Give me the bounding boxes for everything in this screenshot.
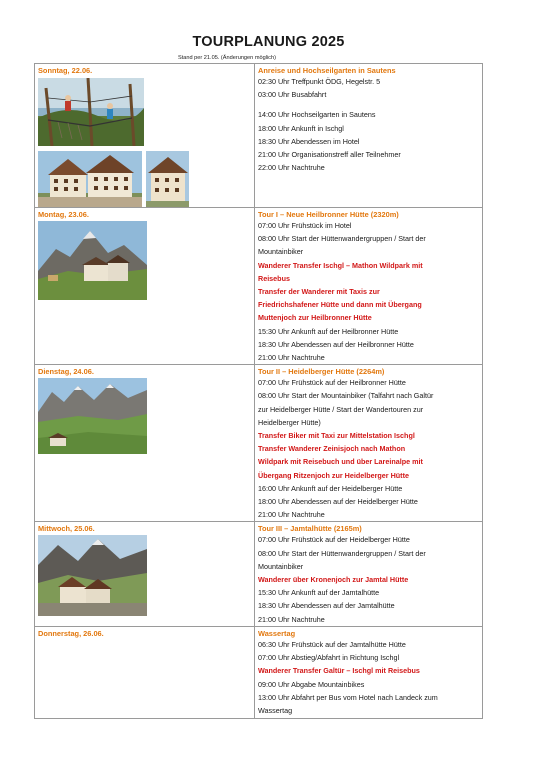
schedule-line: 08:00 Uhr Start der Hüttenwandergruppen / Start der (258, 548, 426, 558)
schedule-line: 07:00 Uhr Frühstück auf der Heilbronner Hütte (258, 378, 406, 388)
day-date: Sonntag, 22.06. (38, 66, 93, 75)
schedule-line: 13:00 Uhr Abfahrt per Bus vom Hotel nach Landeck zum (258, 692, 438, 702)
schedule-line: 21:00 Uhr Nachtruhe (258, 353, 325, 363)
schedule-line: 21:00 Uhr Nachtruhe (258, 510, 325, 520)
schedule-line: 14:00 Uhr Hochseilgarten in Sautens (258, 110, 376, 120)
schedule-line: Transfer Biker mit Taxi zur Mittelstation Ischgl (258, 431, 415, 441)
schedule-cell (255, 64, 483, 208)
day-row (35, 626, 483, 718)
day-date: Mittwoch, 25.06. (38, 524, 95, 534)
schedule-line: Übergang Ritzenjoch zur Heidelberger Hütte (258, 470, 409, 480)
schedule-line: Wanderer Transfer Galtür – Ischgl mit Reisebus (258, 666, 420, 676)
day-row (35, 522, 483, 626)
schedule-line: 18:30 Uhr Abendessen im Hotel (258, 136, 360, 146)
day-date: Montag, 23.06. (38, 210, 89, 219)
schedule-cell (255, 365, 483, 522)
schedule-line: 16:00 Uhr Ankunft auf der Heidelberger Hütte (258, 483, 403, 493)
day-cell (35, 522, 255, 626)
schedule-line: Muttenjoch zur Heilbronner Hütte (258, 313, 372, 323)
day-row (35, 208, 483, 365)
schedule-line: 15:30 Uhr Ankunft auf der Heilbronner Hütte (258, 326, 399, 336)
day-date: Donnerstag, 26.06. (38, 628, 104, 638)
schedule-line: 08:00 Uhr Start der Hüttenwandergruppen / Start der (258, 234, 426, 244)
schedule-line: Wassertag (258, 705, 293, 715)
day-heading: Tour I – Neue Heilbronner Hütte (2320m) (258, 210, 399, 219)
schedule-cell (255, 522, 483, 626)
schedule-line: 18:30 Uhr Abendessen auf der Jamtalhütte (258, 601, 395, 611)
day-heading: Tour III – Jamtalhütte (2165m) (258, 524, 362, 534)
heilbronner-huette-photo (38, 221, 147, 300)
day-heading: Anreise und Hochseilgarten in Sautens (258, 66, 396, 75)
schedule-line: 06:30 Uhr Frühstück auf der Jamtalhütte Hütte (258, 639, 406, 649)
schedule-line: 09:00 Uhr Abgabe Mountainbikes (258, 679, 365, 689)
day-cell (35, 365, 255, 522)
schedule-line: Mountainbiker (258, 561, 304, 571)
schedule-line: Transfer Wanderer Zeinisjoch nach Mathon (258, 444, 406, 454)
schedule-line: 08:00 Uhr Start der Mountainbiker (Talfahrt nach Galtür (258, 391, 434, 401)
schedule-line: 22:00 Uhr Nachtruhe (258, 163, 325, 173)
day-cell (35, 626, 255, 718)
day-row (35, 365, 483, 522)
schedule-line: 21:00 Uhr Nachtruhe (258, 614, 325, 624)
schedule-line: 18:00 Uhr Ankunft in Ischgl (258, 123, 344, 133)
jamtalhuette-photo (38, 535, 147, 616)
schedule-line: Transfer der Wanderer mit Taxis zur (258, 287, 380, 297)
schedule-line: 21:00 Uhr Organisationstreff aller Teilnehmer (258, 150, 401, 160)
tour-schedule-table (34, 63, 483, 719)
schedule-line: Wanderer Transfer Ischgl – Mathon Wildpark mit (258, 260, 423, 270)
schedule-line: zur Heidelberger Hütte / Start der Wandertouren zur (258, 404, 424, 414)
schedule-line: Mountainbiker (258, 247, 304, 257)
schedule-cell (255, 626, 483, 718)
ropes-course-photo (38, 78, 144, 146)
document-title: TOURPLANUNG 2025 (192, 34, 345, 50)
schedule-cell (255, 208, 483, 365)
hotel-photo (38, 151, 142, 207)
schedule-line: Reisebus (258, 273, 290, 283)
day-heading: Wassertag (258, 628, 296, 638)
day-heading: Tour II – Heidelberger Hütte (2264m) (258, 367, 385, 377)
schedule-line: 03:00 Uhr Busabfahrt (258, 90, 327, 100)
hotel-side-photo (146, 151, 189, 207)
heidelberger-huette-photo (38, 378, 147, 454)
schedule-line: 07:00 Uhr Frühstück im Hotel (258, 221, 352, 230)
schedule-line: 15:30 Uhr Ankunft auf der Jamtalhütte (258, 588, 380, 598)
schedule-line: Heidelberger Hütte) (258, 417, 321, 427)
schedule-line: 18:30 Uhr Abendessen auf der Heilbronner Hütte (258, 339, 414, 349)
schedule-line: Wildpark mit Reisebuch und über Lareinalpe mit (258, 457, 423, 467)
schedule-line: 02:30 Uhr Treffpunkt ÖDG, Hegelstr. 5 (258, 77, 381, 86)
schedule-line: 18:00 Uhr Abendessen auf der Heidelberger Hütte (258, 497, 418, 507)
schedule-line: 07:00 Uhr Abstieg/Abfahrt in Richtung Ischgl (258, 653, 400, 663)
day-cell (35, 64, 255, 208)
schedule-line: 07:00 Uhr Frühstück auf der Heidelberger Hütte (258, 535, 410, 545)
day-date: Dienstag, 24.06. (38, 367, 94, 377)
stand-note: Stand per 21.05. (Änderungen möglich) (178, 55, 276, 61)
day-cell (35, 208, 255, 365)
schedule-line: Friedrichshafener Hütte und dann mit Übergang (258, 300, 422, 310)
schedule-line: Wanderer über Kronenjoch zur Jamtal Hütte (258, 575, 409, 585)
day-row (35, 64, 483, 208)
